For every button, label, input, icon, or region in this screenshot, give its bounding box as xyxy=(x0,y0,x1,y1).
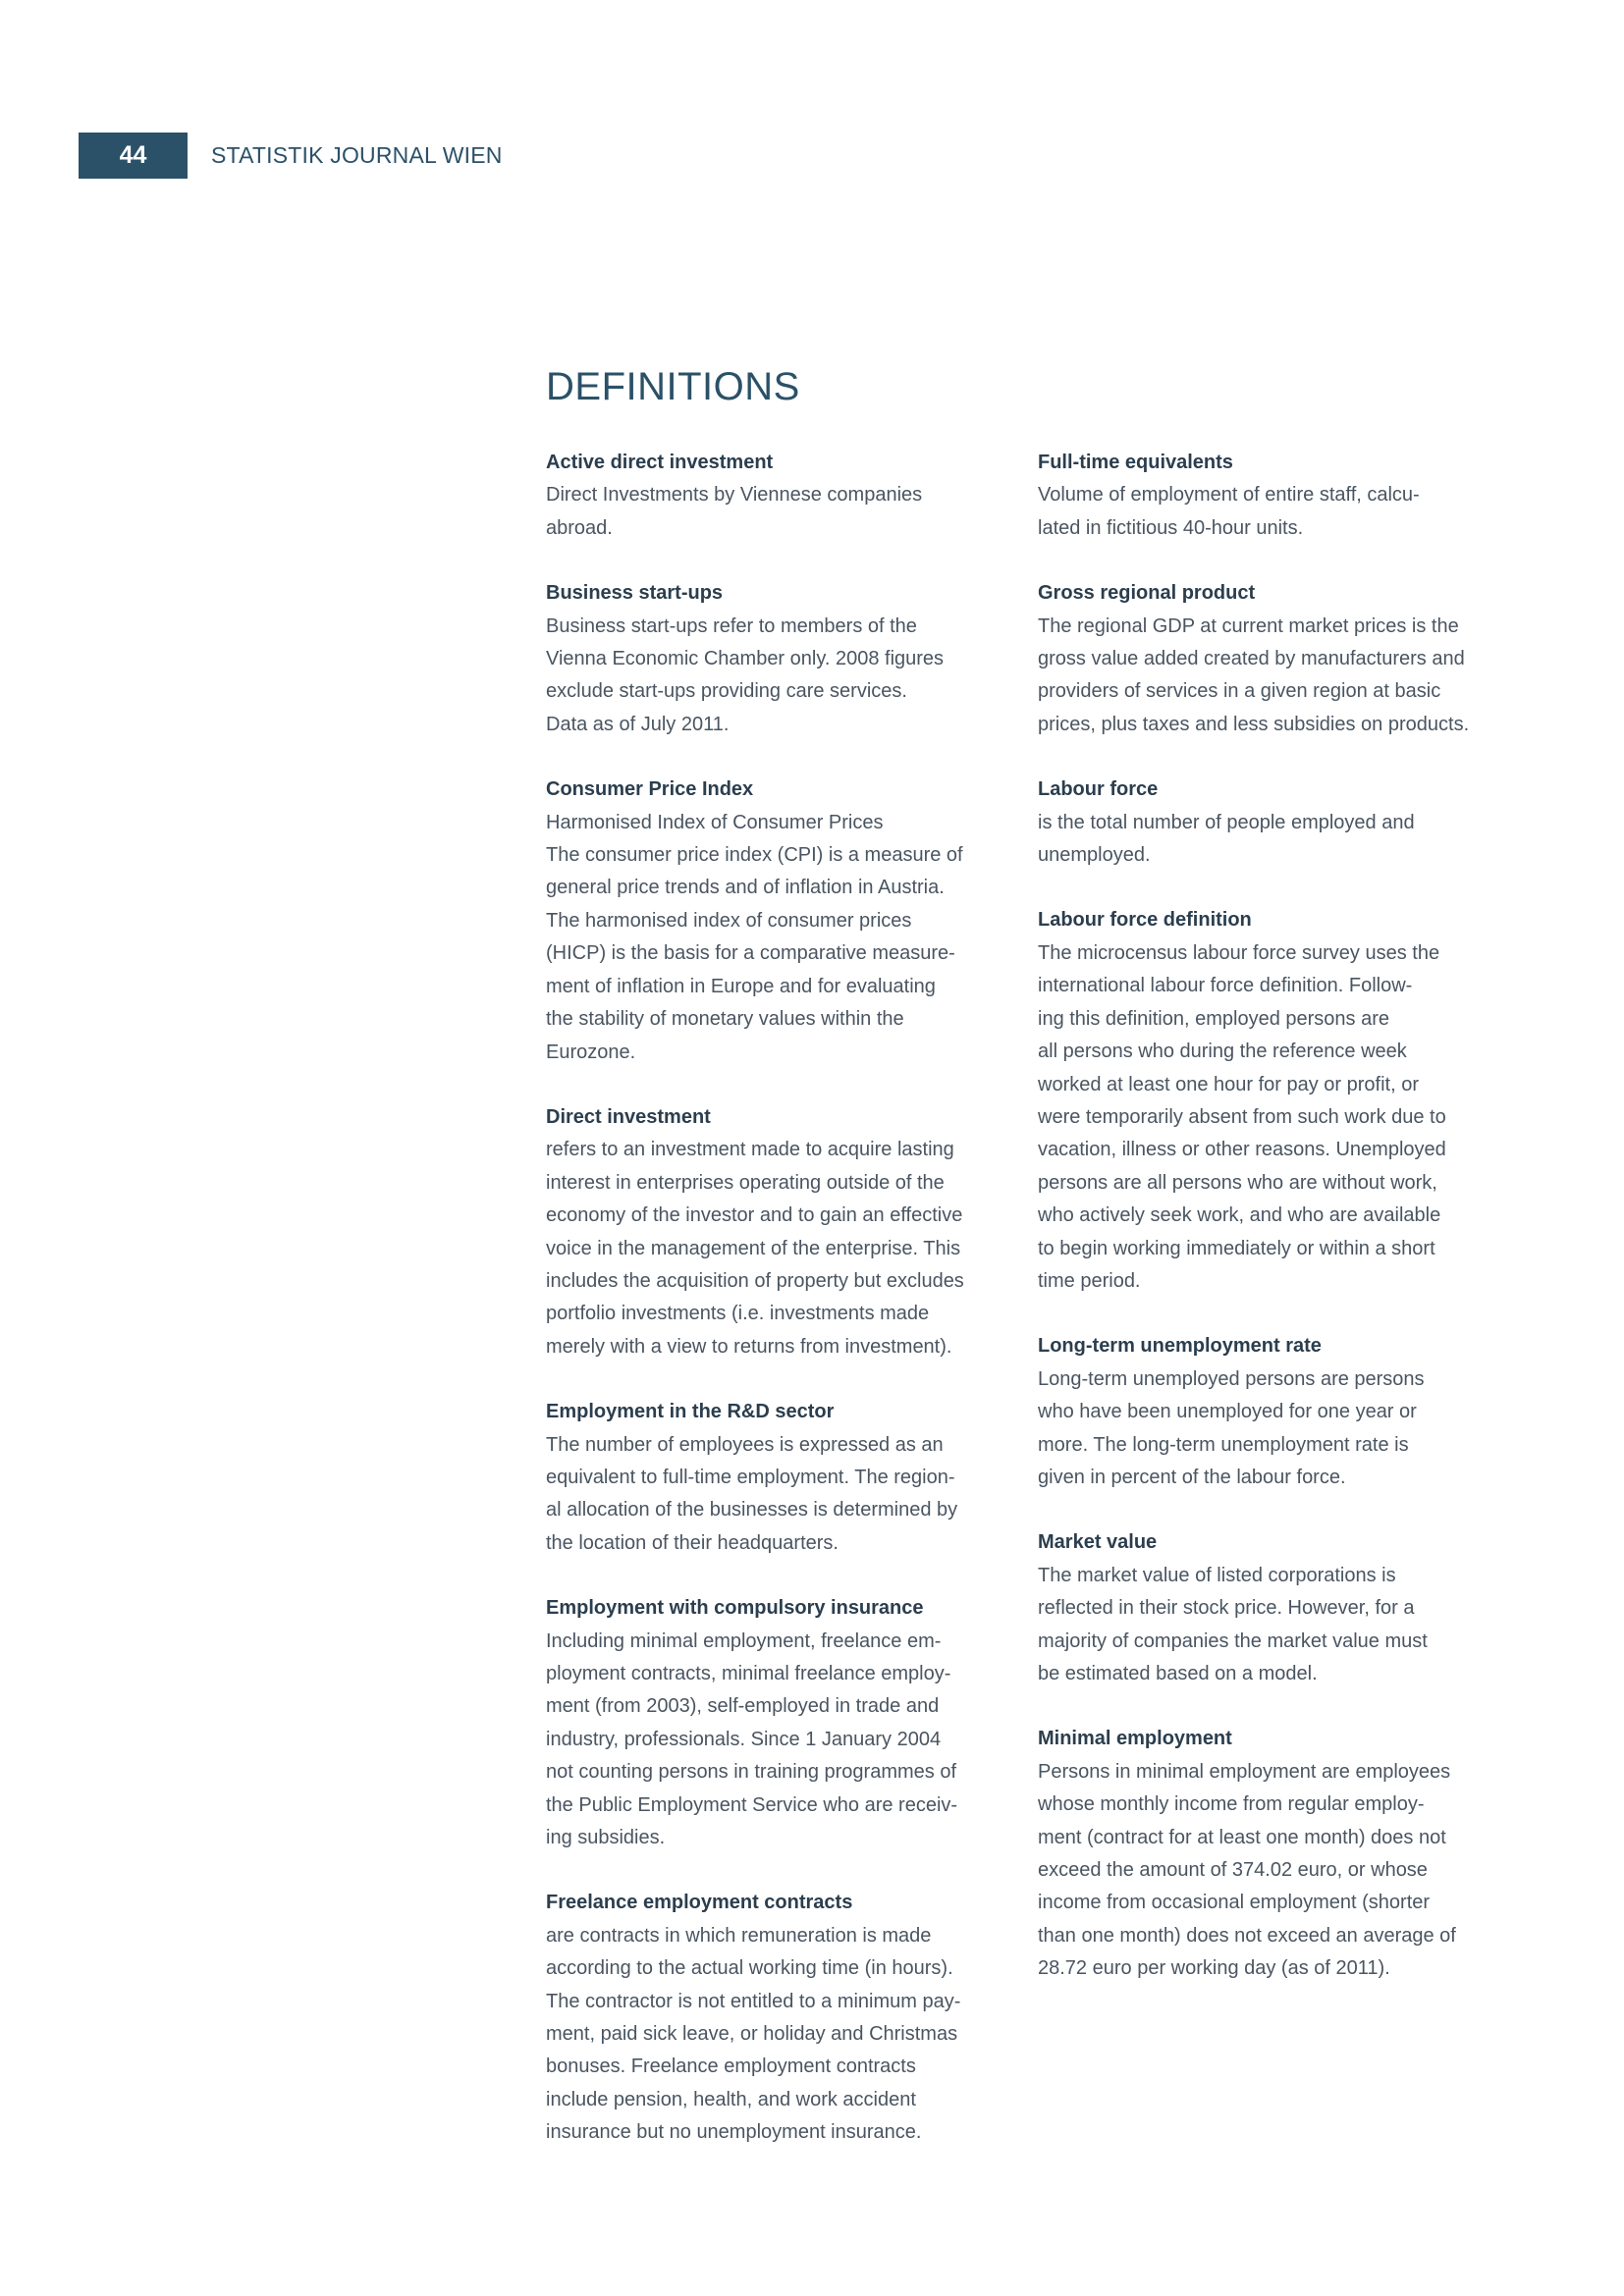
definition-entry xyxy=(1038,1723,1509,1985)
definition-entry xyxy=(1038,577,1509,741)
definition-text: Direct Investments by Viennese companies abroad. xyxy=(546,484,923,539)
definitions-right-column xyxy=(1038,447,1509,2018)
definition-entry xyxy=(1038,1330,1509,1494)
section-title: DEFINITIONS xyxy=(546,365,800,408)
page-number: 44 xyxy=(79,133,188,179)
definition-term: Minimal employment xyxy=(1038,1728,1232,1750)
definition-entry xyxy=(546,774,1002,1069)
definition-text: Long-term unemployed persons are persons who have been unemployed for one year or more. The long-term unemployment rate is given in percent of the labour force. xyxy=(1038,1367,1425,1488)
definition-term: Market value xyxy=(1038,1531,1158,1554)
definition-term: Long-term unemployment rate xyxy=(1038,1335,1322,1358)
journal-title: STATISTIK JOURNAL WIEN xyxy=(211,142,503,168)
definition-text: are contracts in which remuneration is made according to the actual working time (in hours). The contractor is not entitled to a minimum pay- ment, paid sick leave, or holiday and Christmas bonuses. Freelance employment contracts include pension, health, and work accident insurance but no unemployment insurance. xyxy=(546,1924,961,2144)
definition-entry xyxy=(546,1101,1002,1363)
definition-text: Persons in minimal employment are employees whose monthly income from regular employ- ment (contract for at least one month) does not exceed the amount of 374.02 euro, or whose income from occasional employment (shorter than one month) does not exceed an average of 28.72 euro per working day (as of 2011). xyxy=(1038,1760,1456,1980)
definition-text: The regional GDP at current market prices is the gross value added created by manufacturers and providers of services in a given region at basic prices, plus taxes and less subsidies on products. xyxy=(1038,614,1470,735)
definition-entry xyxy=(546,1592,1002,1854)
definition-text: Business start-ups refer to members of the Vienna Economic Chamber only. 2008 figures exclude start-ups providing care services. Data as of July 2011. xyxy=(546,614,945,735)
definition-entry xyxy=(546,1396,1002,1560)
definition-text: refers to an investment made to acquire lasting interest in enterprises operating outside of the economy of the investor and to gain an effective voice in the management of the enterprise. This includes the acquisition of property but excludes portfolio investments (i.e. investments made merely with a view to returns from investment). xyxy=(546,1139,964,1358)
definition-entry xyxy=(1038,447,1509,545)
definition-entry xyxy=(546,1887,1002,2149)
definition-entry xyxy=(546,447,1002,545)
definition-text: Harmonised Index of Consumer Prices The consumer price index (CPI) is a measure of general price trends and of inflation in Austria. The harmonised index of consumer prices (HICP) is the basis for a comparative measure- ment of inflation in Europe and for evaluating the stability of monetary values within the Eurozone. xyxy=(546,811,963,1063)
definition-term: Employment with compulsory insurance xyxy=(546,1597,924,1620)
definitions-left-column xyxy=(546,447,1002,2182)
definition-text: Including minimal employment, freelance em- ployment contracts, minimal freelance employ- ment (from 2003), self-employed in trade and industry, professionals. Since 1 January 2004 not counting persons in training programmes of the Public Employment Service who are receiv- ing subsidies. xyxy=(546,1629,958,1849)
definition-entry xyxy=(1038,904,1509,1298)
definition-text: The market value of listed corporations is reflected in their stock price. However, for a majority of companies the market value must be estimated based on a model. xyxy=(1038,1564,1428,1684)
definition-term: Labour force definition xyxy=(1038,909,1252,932)
definition-term: Business start-ups xyxy=(546,582,724,605)
definition-term: Active direct investment xyxy=(546,452,774,473)
definition-term: Full-time equivalents xyxy=(1038,452,1233,473)
definition-entry xyxy=(1038,1526,1509,1690)
definition-entry xyxy=(546,577,1002,741)
definition-term: Gross regional product xyxy=(1038,582,1256,605)
definition-entry xyxy=(1038,774,1509,872)
definition-text: Volume of employment of entire staff, calcu- lated in fictitious 40-hour units. xyxy=(1038,484,1420,539)
definition-text: is the total number of people employed and unemployed. xyxy=(1038,811,1415,867)
page-header xyxy=(79,133,503,179)
definition-term: Labour force xyxy=(1038,778,1159,801)
definition-term: Freelance employment contracts xyxy=(546,1892,853,1914)
definition-term: Employment in the R&D sector xyxy=(546,1401,835,1423)
definition-text: The microcensus labour force survey uses the international labour force definition. Follow- ing this definition, employed persons are all persons who during the reference week worked at least one hour for pay or profit, or were temporarily absent from such work due to vacation, illness or other reasons. Unemployed persons are all persons who are without work, who actively seek work, and who are available to begin working immediately or within a short time period. xyxy=(1038,941,1446,1292)
definition-term: Direct investment xyxy=(546,1105,711,1128)
definition-term: Consumer Price Index xyxy=(546,778,754,801)
definition-text: The number of employees is expressed as an equivalent to full-time employment. The region- al allocation of the businesses is determined by the location of their headquarters. xyxy=(546,1433,958,1554)
